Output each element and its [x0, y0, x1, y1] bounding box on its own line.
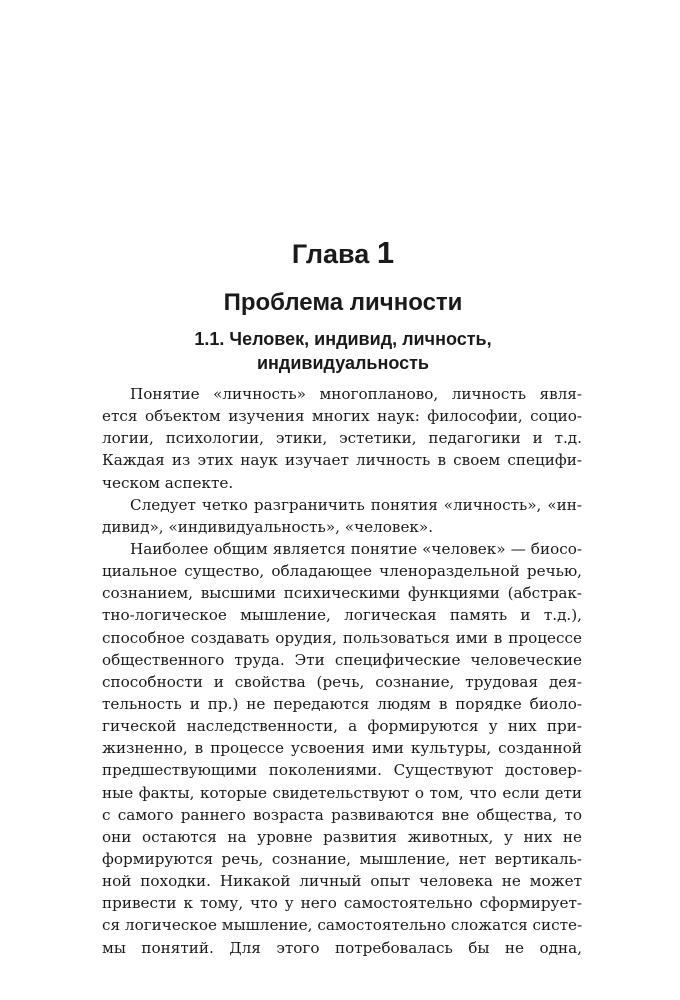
text-line: ной походки. Никакой личный опыт человека не может	[102, 872, 582, 891]
section-title	[130, 327, 556, 375]
text-line: Понятие «личность» многопланово, личность явля-	[130, 385, 582, 403]
section-title-line-1: 1.1. Человек, индивид, личность,	[194, 329, 492, 349]
text-line: привести к тому, что у него самостоятельно сформирует-	[102, 894, 582, 913]
text-line: формируются речь, сознание, мышление, нет вертикаль-	[102, 849, 582, 868]
chapter-heading	[0, 236, 680, 271]
text-line: ные факты, которые свидетельствуют о том, что если дети	[102, 783, 582, 802]
text-line: дивид», «индивидуальность», «человек».	[102, 517, 434, 536]
text-line: общественного труда. Эти специфические человеческие	[102, 650, 582, 669]
text-line: ся логическое мышление, самостоятельно сложатся систе-	[102, 916, 583, 935]
text-line: Наиболее общим является понятие «человек» — биосо-	[130, 539, 582, 558]
text-line: логии, психологии, этики, эстетики, педагогики и т.д.	[102, 429, 582, 448]
text-line: с самого раннего возраста развиваются вне общества, то	[102, 805, 582, 824]
text-line: сознанием, высшими психическими функциями (абстрак-	[102, 584, 582, 603]
text-line: ется объектом изучения многих наук: философии, социо-	[102, 407, 582, 426]
text-line: гической наследственности, а формируются у них при-	[102, 717, 582, 736]
text-line: предшествующими поколениями. Существуют достовер-	[102, 761, 582, 780]
text-line: жизненно, в процессе усвоения ими культуры, созданной	[102, 739, 582, 758]
chapter-label: Глава	[291, 239, 370, 269]
chapter-number: 1	[376, 235, 395, 270]
text-line: тно-логическое мышление, логическая память и т.д.),	[102, 606, 582, 625]
text-line: они остаются на уровне развития животных, у них не	[102, 827, 582, 846]
chapter-title: Проблема личности	[223, 289, 463, 316]
text-line: циальное существо, обладающее членораздельной речью,	[102, 562, 582, 581]
text-line: мы понятий. Для этого потребовалась бы не одна,	[102, 938, 582, 957]
text-line: Каждая из этих наук изучает личность в своем специфи-	[102, 451, 582, 470]
text-line: тельность и пр.) не передаются людям в порядке биоло-	[102, 694, 582, 713]
text-line: ческом аспекте.	[102, 473, 234, 492]
text-line: способное создавать орудия, пользоваться ими в процессе	[102, 628, 582, 647]
text-line: Следует четко разграничить понятия «личность», «ин-	[130, 495, 582, 514]
section-title-line-2: индивидуальность	[256, 353, 429, 373]
text-line: способности и свойства (речь, сознание, трудовая дея-	[102, 672, 582, 691]
body-text	[102, 383, 582, 959]
